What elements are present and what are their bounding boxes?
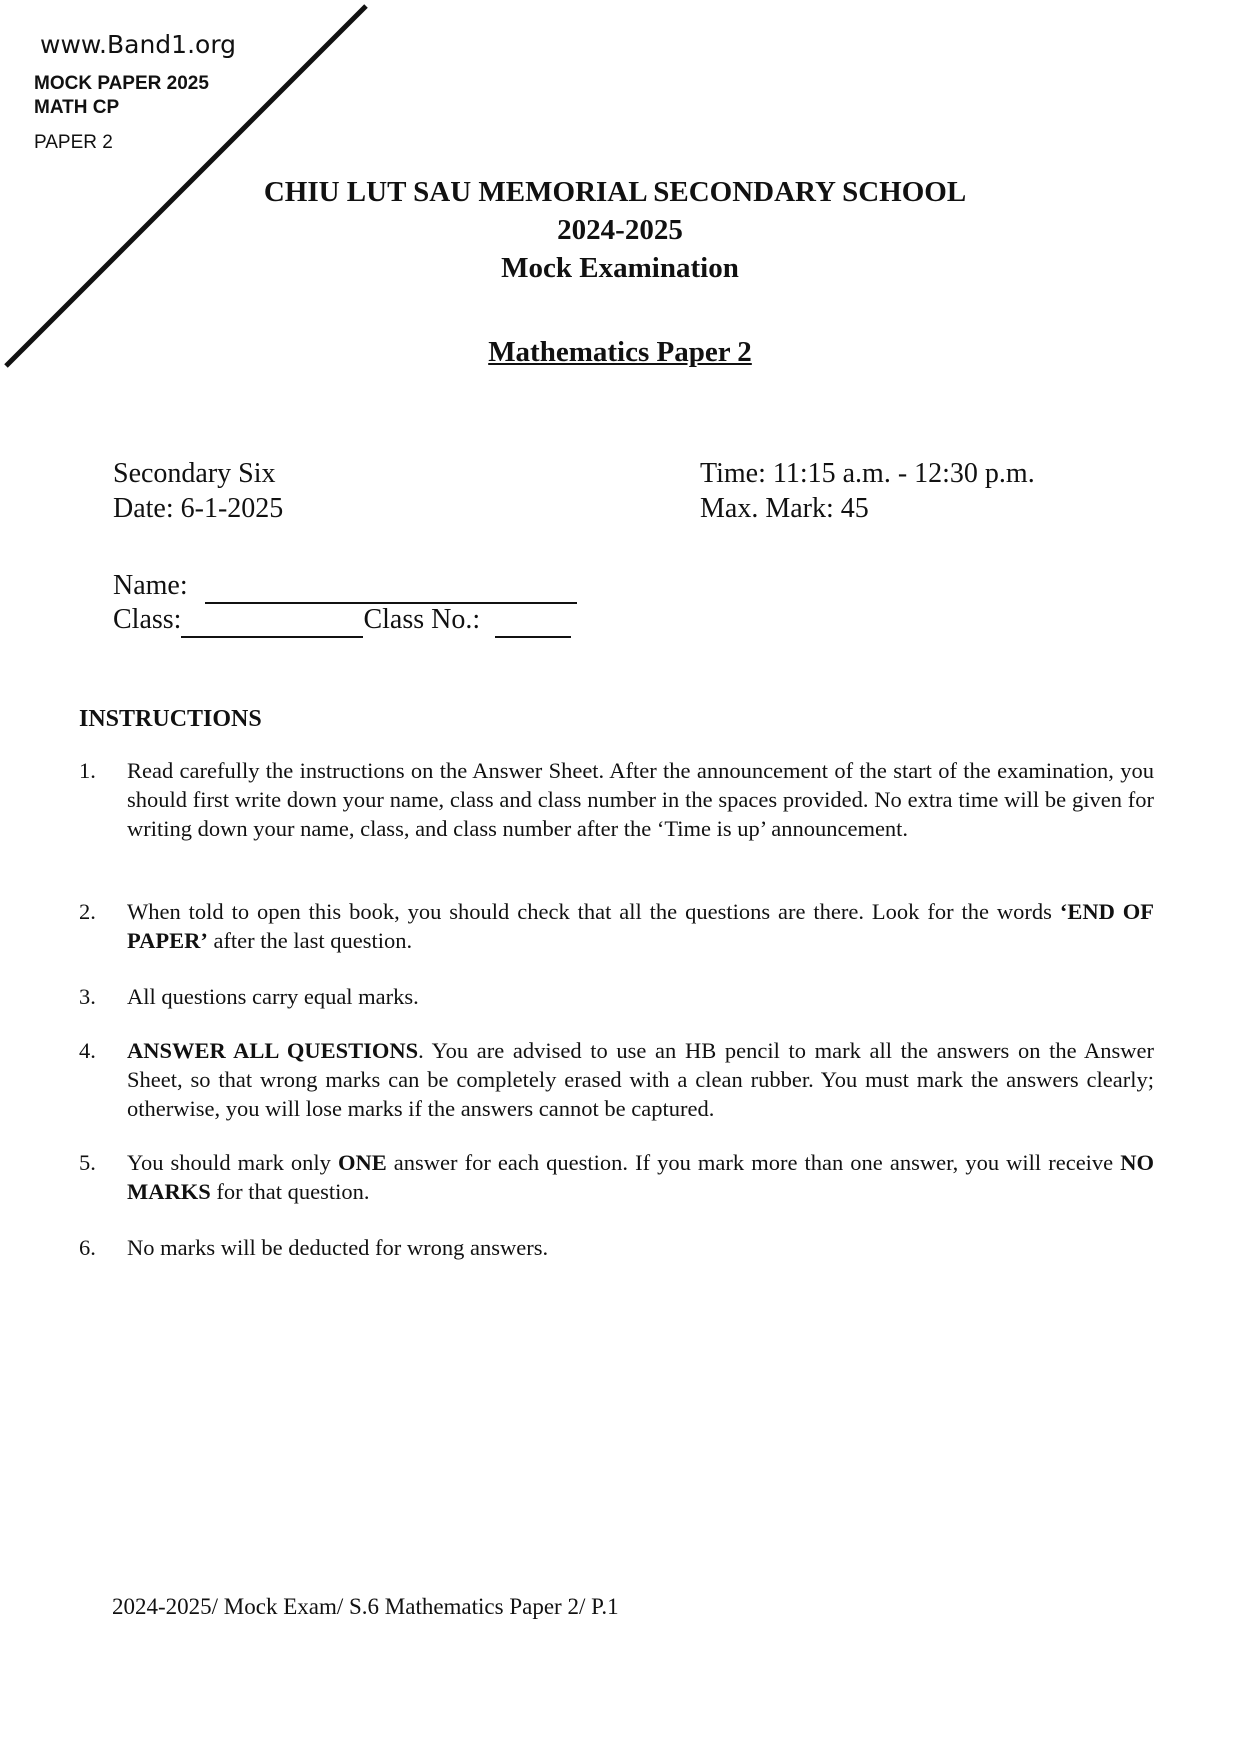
subject-title: Mathematics Paper 2 xyxy=(488,336,752,368)
math-cp-label: MATH CP xyxy=(34,97,120,118)
instruction-item-4: 4. ANSWER ALL QUESTIONS. You are advised to use an HB pencil to mark all the answers on the Answer Sheet, so that wrong marks can be completely erased with a clean rubber. You must mark the answers clearly; otherwise, you will lose marks if the answers cannot be captured. xyxy=(79,1038,1154,1121)
max-mark-text: Max. Mark: 45 xyxy=(700,493,869,524)
name-field-row xyxy=(113,570,577,604)
mock-paper-label: MOCK PAPER 2025 xyxy=(34,73,209,94)
date-text: Date: 6-1-2025 xyxy=(113,493,284,524)
school-year: 2024-2025 xyxy=(557,214,683,246)
name-label: Name: xyxy=(113,570,188,601)
class-no-label: Class No.: xyxy=(363,604,481,635)
exam-title: Mock Examination xyxy=(501,252,739,284)
instruction-item-5: 5. You should mark only ONE answer for each question. If you mark more than one answer, you will receive NO MARKS for that question. xyxy=(79,1150,1154,1204)
instruction-item-3: 3. All questions carry equal marks. xyxy=(79,984,419,1009)
time-text: Time: 11:15 a.m. - 12:30 p.m. xyxy=(700,458,1035,489)
class-no-write-line[interactable] xyxy=(495,604,571,638)
class-field-row xyxy=(113,604,571,638)
class-write-line[interactable] xyxy=(181,604,363,638)
instruction-item-6: 6. No marks will be deducted for wrong answers. xyxy=(79,1235,549,1260)
instruction-item-1: 1. Read carefully the instructions on the Answer Sheet. After the announcement of the start of the examination, you should first write down your name, class and class number in the spaces provided. No extra time will be given for writing down your name, class, and class number after the ‘Time is up’ announcement. xyxy=(79,758,1154,841)
school-name: CHIU LUT SAU MEMORIAL SECONDARY SCHOOL xyxy=(263,176,967,208)
corner-label-block xyxy=(34,72,209,120)
class-label: Class: xyxy=(113,604,182,635)
name-write-line[interactable] xyxy=(205,570,577,604)
page-footer: 2024-2025/ Mock Exam/ S.6 Mathematics Paper 2/ P.1 xyxy=(112,1594,619,1619)
level-text: Secondary Six xyxy=(113,458,276,489)
paper-number-label: PAPER 2 xyxy=(34,132,113,153)
website-watermark: www.Band1.org xyxy=(40,30,237,59)
instruction-item-2: 2. When told to open this book, you should check that all the questions are there. Look for the words ‘END OF PAPER’ after the last question. xyxy=(79,899,1154,953)
instructions-heading: INSTRUCTIONS xyxy=(79,706,262,732)
